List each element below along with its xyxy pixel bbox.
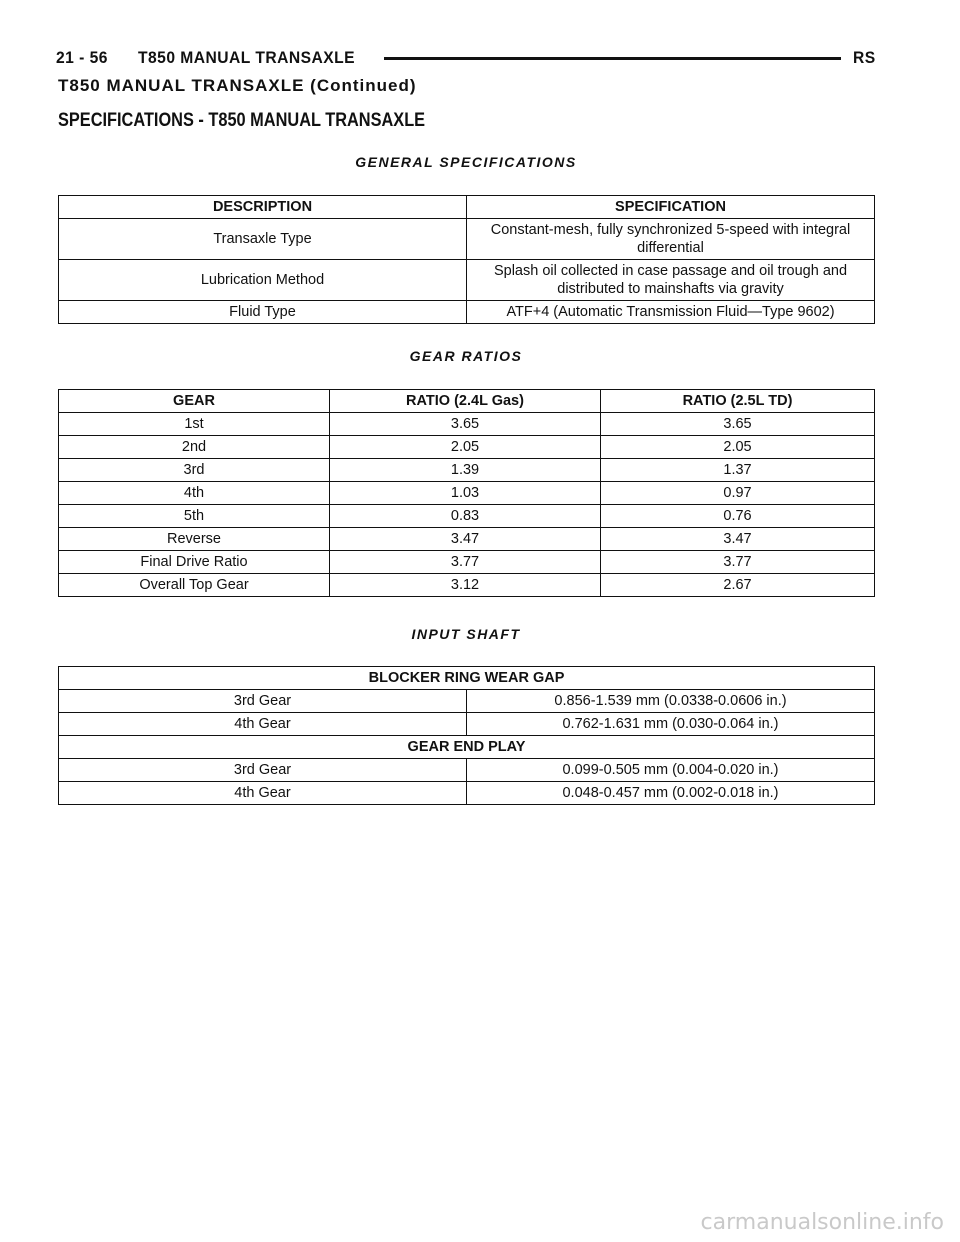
table-row [59,713,875,736]
table-row [59,260,875,301]
table-row [59,528,875,551]
table-cell: 3rd Gear [59,690,467,713]
column-header: DESCRIPTION [59,196,467,219]
table-row [59,690,875,713]
page-header [56,44,876,72]
table-row [59,436,875,459]
table-cell: 3.12 [330,574,601,597]
table-cell: 3.77 [330,551,601,574]
table-row [59,574,875,597]
table-cell: 2.05 [601,436,875,459]
table-cell: 3.65 [601,413,875,436]
table-cell: 0.762-1.631 mm (0.030-0.064 in.) [467,713,875,736]
input-shaft-table [58,666,875,805]
table-cell: 0.76 [601,505,875,528]
table-cell: 4th [59,482,330,505]
watermark-text: carmanualsonline.info [700,1210,944,1235]
gear-ratios-table [58,389,875,597]
table-cell: 3rd Gear [59,759,467,782]
section-heading: GEAR END PLAY [59,736,875,759]
table-cell: 3rd [59,459,330,482]
table-cell: Final Drive Ratio [59,551,330,574]
table-cell: 1.39 [330,459,601,482]
table-cell: 0.048-0.457 mm (0.002-0.018 in.) [467,782,875,805]
table-row [59,459,875,482]
table-cell: Overall Top Gear [59,574,330,597]
table-cell: 3.77 [601,551,875,574]
general-specs-caption: GENERAL SPECIFICATIONS [355,154,577,170]
column-header: RATIO (2.5L TD) [601,390,875,413]
table-section-row [59,667,875,690]
column-header: GEAR [59,390,330,413]
table-row [59,413,875,436]
gear-ratios-caption: GEAR RATIOS [409,348,523,364]
table-cell: Splash oil collected in case passage and oil trough and distributed to mainshafts via gravity [467,260,875,301]
table-row [59,782,875,805]
input-shaft-caption: INPUT SHAFT [411,626,521,642]
header-rule [384,57,841,60]
table-cell: 3.65 [330,413,601,436]
table-cell: 0.099-0.505 mm (0.004-0.020 in.) [467,759,875,782]
page-number: 21 - 56 [56,48,108,67]
table-cell: 0.83 [330,505,601,528]
section-heading: BLOCKER RING WEAR GAP [59,667,875,690]
general-specs-table [58,195,875,324]
table-cell: 4th Gear [59,782,467,805]
table-cell: 5th [59,505,330,528]
model-code: RS [853,48,876,67]
table-cell: 2.67 [601,574,875,597]
table-header-row [59,390,875,413]
column-header: RATIO (2.4L Gas) [330,390,601,413]
table-section-row [59,736,875,759]
table-cell: 1st [59,413,330,436]
table-cell: 3.47 [330,528,601,551]
table-cell: 0.97 [601,482,875,505]
column-header: SPECIFICATION [467,196,875,219]
table-cell: Reverse [59,528,330,551]
table-cell: 3.47 [601,528,875,551]
table-cell: Fluid Type [59,301,467,324]
table-cell: 2.05 [330,436,601,459]
page-title: SPECIFICATIONS - T850 MANUAL TRANSAXLE [58,110,426,131]
table-cell: 1.03 [330,482,601,505]
continued-title: T850 MANUAL TRANSAXLE (Continued) [58,76,417,95]
table-row [59,219,875,260]
table-cell: 1.37 [601,459,875,482]
table-cell: Lubrication Method [59,260,467,301]
table-header-row [59,196,875,219]
table-row [59,759,875,782]
table-row [59,505,875,528]
table-row [59,301,875,324]
table-cell: 0.856-1.539 mm (0.0338-0.0606 in.) [467,690,875,713]
table-row [59,482,875,505]
table-cell: Transaxle Type [59,219,467,260]
table-cell: 4th Gear [59,713,467,736]
section-name: T850 MANUAL TRANSAXLE [138,48,356,67]
table-cell: ATF+4 (Automatic Transmission Fluid—Type 9602) [467,301,875,324]
table-row [59,551,875,574]
table-cell: 2nd [59,436,330,459]
table-cell: Constant-mesh, fully synchronized 5-speed with integral differential [467,219,875,260]
